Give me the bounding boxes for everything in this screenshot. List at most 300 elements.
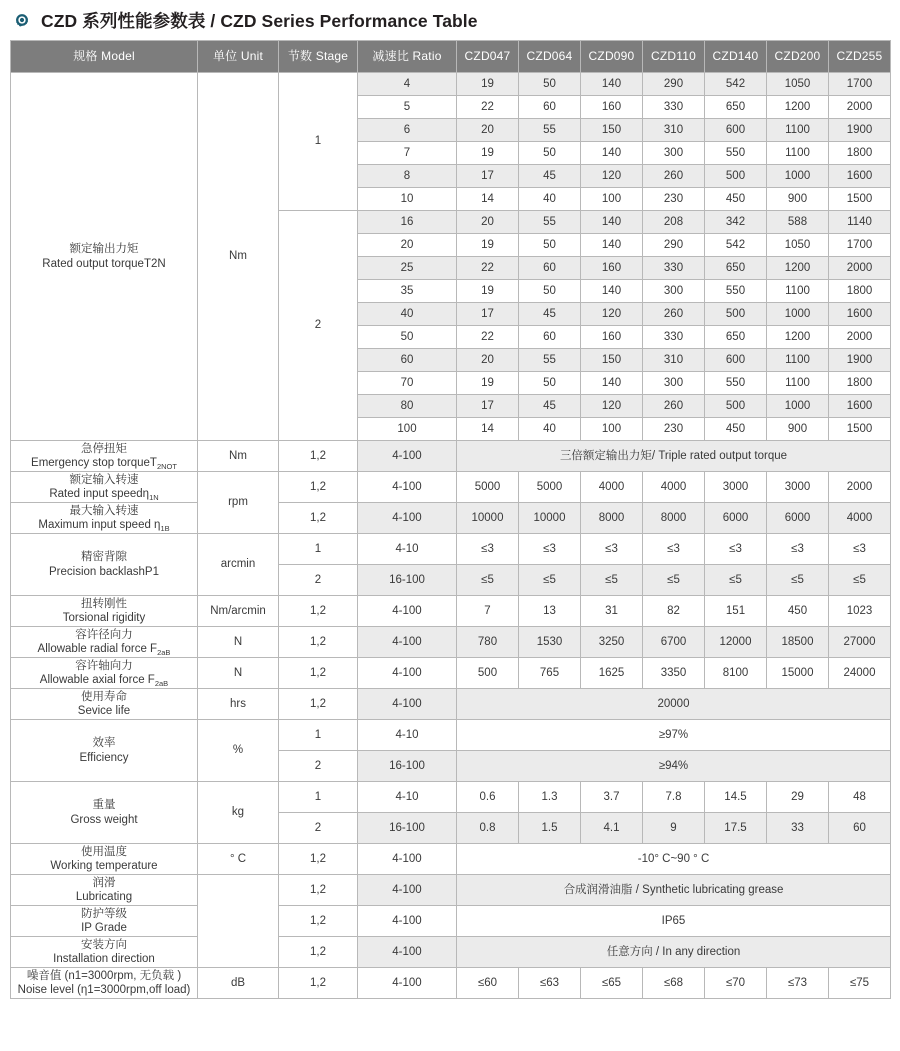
cell-czd255: 1800 <box>829 280 891 303</box>
cell-czd064: 55 <box>519 211 581 234</box>
row-unit: Nm <box>198 441 279 472</box>
row-ratio: 4-100 <box>358 844 457 875</box>
cell-czd090: 120 <box>581 165 643 188</box>
cell-czd090: 3250 <box>581 627 643 658</box>
row-label-subscript: 2aB <box>154 678 169 688</box>
row-label-cn: 急停扭矩 <box>81 442 127 455</box>
row-label-cn: 额定输出力矩 <box>69 243 139 256</box>
table-header-row <box>11 41 891 73</box>
row-ratio: 4-100 <box>358 689 457 720</box>
cell-czd047: 20 <box>457 119 519 142</box>
row-unit: dB <box>198 968 279 999</box>
cell-czd090: 3.7 <box>581 782 643 813</box>
cell-czd140: 14.5 <box>705 782 767 813</box>
row-label-subscript: 2NOT <box>156 461 177 471</box>
row-label-service-life <box>11 689 198 720</box>
cell-czd047: ≤60 <box>457 968 519 999</box>
row-stage: 1,2 <box>279 503 358 534</box>
cell-czd090: 160 <box>581 96 643 119</box>
cell-czd140: 650 <box>705 96 767 119</box>
row-stage: 1 <box>279 534 358 565</box>
row-stage: 2 <box>279 751 358 782</box>
row-unit: arcmin <box>198 534 279 596</box>
row-label-working-temperature <box>11 844 198 875</box>
row-unit: Nm/arcmin <box>198 596 279 627</box>
cell-czd200: ≤5 <box>767 565 829 596</box>
cell-czd255: 2000 <box>829 96 891 119</box>
cell-czd140: 650 <box>705 257 767 280</box>
cell-czd200: 3000 <box>767 472 829 503</box>
cell-czd255: 1700 <box>829 73 891 96</box>
cell-czd255: 1900 <box>829 349 891 372</box>
cell-czd047: 500 <box>457 658 519 689</box>
cell-czd090: 120 <box>581 303 643 326</box>
row-ratio: 4-100 <box>358 937 457 968</box>
row-label-en: Precision backlashP1 <box>49 565 159 578</box>
cell-czd140: 500 <box>705 395 767 418</box>
table-row <box>11 689 891 720</box>
cell-czd064: 60 <box>519 326 581 349</box>
cell-czd255: 1800 <box>829 142 891 165</box>
cell-czd200: 1100 <box>767 372 829 395</box>
row-label-cn: 防护等级 <box>81 907 127 920</box>
row-label-maximum-input-speed <box>11 503 198 534</box>
cell-czd110: 300 <box>643 142 705 165</box>
row-span-value: -10° C~90 ° C <box>457 844 891 875</box>
row-stage: 1,2 <box>279 596 358 627</box>
cell-czd047: ≤5 <box>457 565 519 596</box>
cell-czd047: 0.6 <box>457 782 519 813</box>
cell-czd047: 10000 <box>457 503 519 534</box>
cell-czd064: 50 <box>519 280 581 303</box>
cell-czd090: 150 <box>581 119 643 142</box>
cell-czd200: 900 <box>767 418 829 441</box>
cell-czd064: 50 <box>519 73 581 96</box>
row-label-cn: 扭转刚性 <box>81 597 127 610</box>
cell-czd090: 4.1 <box>581 813 643 844</box>
cell-czd090: ≤65 <box>581 968 643 999</box>
cell-czd047: 17 <box>457 303 519 326</box>
cell-czd140: 500 <box>705 165 767 188</box>
row-ratio: 4 <box>358 73 457 96</box>
cell-czd090: 160 <box>581 257 643 280</box>
cell-czd090: 100 <box>581 418 643 441</box>
cell-czd255: 27000 <box>829 627 891 658</box>
row-stage: 1,2 <box>279 875 358 906</box>
row-label-gross-weight-stage1 <box>11 782 198 844</box>
row-ratio: 16 <box>358 211 457 234</box>
cell-czd110: 208 <box>643 211 705 234</box>
cell-czd090: 1625 <box>581 658 643 689</box>
cell-czd064: 60 <box>519 96 581 119</box>
row-ratio: 6 <box>358 119 457 142</box>
cell-czd064: 50 <box>519 142 581 165</box>
row-unit: N <box>198 658 279 689</box>
cell-czd064: 1.5 <box>519 813 581 844</box>
cell-czd140: 450 <box>705 418 767 441</box>
table-row <box>11 441 891 472</box>
cell-czd047: 19 <box>457 142 519 165</box>
cell-czd200: 29 <box>767 782 829 813</box>
cell-czd090: 150 <box>581 349 643 372</box>
cell-czd255: 1600 <box>829 395 891 418</box>
row-stage: 1 <box>279 720 358 751</box>
cell-czd255: 1700 <box>829 234 891 257</box>
row-ratio: 4-100 <box>358 658 457 689</box>
cell-czd255: ≤3 <box>829 534 891 565</box>
row-label-cn: 最大输入转速 <box>69 504 139 517</box>
cell-czd110: 4000 <box>643 472 705 503</box>
column-header-czd047: CZD047 <box>457 41 519 73</box>
row-stage: 1,2 <box>279 441 358 472</box>
cell-czd200: 1000 <box>767 395 829 418</box>
cell-czd200: 1100 <box>767 349 829 372</box>
cell-czd047: 20 <box>457 349 519 372</box>
cell-czd047: 14 <box>457 188 519 211</box>
row-unit: N <box>198 627 279 658</box>
cell-czd140: 17.5 <box>705 813 767 844</box>
cell-czd110: 330 <box>643 96 705 119</box>
row-label-en: Emergency stop torqueT$_{2NOT}$ <box>31 457 177 471</box>
row-ratio: 5 <box>358 96 457 119</box>
cell-czd090: ≤3 <box>581 534 643 565</box>
column-header-czd110: CZD110 <box>643 41 705 73</box>
cell-czd140: ≤70 <box>705 968 767 999</box>
row-stage: 1 <box>279 73 358 211</box>
cell-czd047: 19 <box>457 73 519 96</box>
cell-czd064: 10000 <box>519 503 581 534</box>
cell-czd140: 600 <box>705 119 767 142</box>
table-body <box>11 73 891 999</box>
cell-czd090: 140 <box>581 372 643 395</box>
cell-czd090: 140 <box>581 142 643 165</box>
table-row <box>11 627 891 658</box>
page-title: CZD 系列性能参数表 / CZD Series Performance Table <box>41 10 478 31</box>
cell-czd047: 22 <box>457 96 519 119</box>
cell-czd200: 1000 <box>767 165 829 188</box>
column-header-czd255: CZD255 <box>829 41 891 73</box>
row-label-en: Sevice life <box>77 705 131 717</box>
performance-table <box>10 40 891 999</box>
cell-czd255: ≤75 <box>829 968 891 999</box>
column-header-czd200: CZD200 <box>767 41 829 73</box>
cell-czd140: 542 <box>705 73 767 96</box>
table-row <box>11 73 891 96</box>
cell-czd047: 780 <box>457 627 519 658</box>
cell-czd110: 9 <box>643 813 705 844</box>
row-label-en: Noise level (η1=3000rpm,off load) <box>17 984 191 996</box>
row-span-value: IP65 <box>457 906 891 937</box>
row-label-en: Lubricating <box>75 891 133 903</box>
cell-czd140: 12000 <box>705 627 767 658</box>
row-span-value: ≥94% <box>457 751 891 782</box>
table-row <box>11 534 891 565</box>
cell-czd047: ≤3 <box>457 534 519 565</box>
table-row <box>11 906 891 937</box>
cell-czd255: 1500 <box>829 188 891 211</box>
cell-czd064: 765 <box>519 658 581 689</box>
cell-czd110: 8000 <box>643 503 705 534</box>
cell-czd110: ≤3 <box>643 534 705 565</box>
table-header <box>11 41 891 73</box>
column-header-unit: 单位 Unit <box>198 41 279 73</box>
row-stage: 1,2 <box>279 689 358 720</box>
row-ratio: 16-100 <box>358 565 457 596</box>
row-label-lubricating <box>11 875 198 906</box>
cell-czd200: 1100 <box>767 119 829 142</box>
cell-czd090: 100 <box>581 188 643 211</box>
row-label-efficiency-stage1 <box>11 720 198 782</box>
table-row <box>11 844 891 875</box>
cell-czd047: 17 <box>457 165 519 188</box>
cell-czd090: 120 <box>581 395 643 418</box>
cell-czd110: 230 <box>643 188 705 211</box>
row-ratio: 4-100 <box>358 968 457 999</box>
cell-czd140: 600 <box>705 349 767 372</box>
cell-czd200: 1200 <box>767 257 829 280</box>
table-row <box>11 968 891 999</box>
row-label-cn: 噪音值 (n1=3000rpm, 无负载 ) <box>26 969 182 982</box>
cell-czd064: 50 <box>519 234 581 257</box>
row-unit: % <box>198 720 279 782</box>
cell-czd255: 2000 <box>829 472 891 503</box>
cell-czd090: 140 <box>581 73 643 96</box>
row-label-installation-direction <box>11 937 198 968</box>
table-row <box>11 937 891 968</box>
column-header-ratio: 减速比 Ratio <box>358 41 457 73</box>
row-ratio: 4-100 <box>358 906 457 937</box>
cell-czd200: 1050 <box>767 234 829 257</box>
row-stage: 1,2 <box>279 906 358 937</box>
row-ratio: 40 <box>358 303 457 326</box>
row-label-cn: 润滑 <box>92 876 116 889</box>
cell-czd140: 550 <box>705 142 767 165</box>
cell-czd110: ≤5 <box>643 565 705 596</box>
cell-czd255: 1500 <box>829 418 891 441</box>
cell-czd110: 330 <box>643 257 705 280</box>
column-header-model: 规格 Model <box>11 41 198 73</box>
row-label-cn: 精密背隙 <box>81 551 127 564</box>
row-label-cn: 使用温度 <box>81 845 127 858</box>
cell-czd064: 55 <box>519 349 581 372</box>
row-label-en: Rated output torqueT2N <box>42 257 166 270</box>
row-ratio: 35 <box>358 280 457 303</box>
cell-czd064: ≤3 <box>519 534 581 565</box>
table-row <box>11 503 891 534</box>
cell-czd140: 450 <box>705 188 767 211</box>
cell-czd200: 1100 <box>767 142 829 165</box>
row-ratio: 16-100 <box>358 813 457 844</box>
row-stage: 1,2 <box>279 968 358 999</box>
row-label-en: IP Grade <box>81 922 127 934</box>
cell-czd255: 60 <box>829 813 891 844</box>
cell-czd047: 20 <box>457 211 519 234</box>
row-stage: 1,2 <box>279 658 358 689</box>
cell-czd064: 1530 <box>519 627 581 658</box>
cell-czd200: ≤3 <box>767 534 829 565</box>
row-stage: 2 <box>279 813 358 844</box>
cell-czd140: 151 <box>705 596 767 627</box>
cell-czd110: 260 <box>643 303 705 326</box>
row-label-subscript: 1N <box>149 492 159 502</box>
row-ratio: 10 <box>358 188 457 211</box>
row-label-en: Maximum input speed $\eta_{1B}$ <box>38 519 170 533</box>
row-label-en: Allowable axial force $F_{2aB}$ <box>39 674 169 688</box>
cell-czd255: 1800 <box>829 372 891 395</box>
row-ratio: 70 <box>358 372 457 395</box>
row-span-value: 20000 <box>457 689 891 720</box>
cell-czd140: 650 <box>705 326 767 349</box>
cell-czd140: 500 <box>705 303 767 326</box>
row-label-cn: 效率 <box>92 737 116 750</box>
row-ratio: 25 <box>358 257 457 280</box>
cell-czd110: 310 <box>643 349 705 372</box>
cell-czd200: 1200 <box>767 96 829 119</box>
row-label-allowable-axial-force <box>11 658 198 689</box>
cell-czd110: 330 <box>643 326 705 349</box>
row-label-cn: 使用寿命 <box>81 690 127 703</box>
cell-czd200: 33 <box>767 813 829 844</box>
cell-czd064: 45 <box>519 165 581 188</box>
row-label-cn: 额定输入转速 <box>69 473 139 486</box>
cell-czd110: ≤68 <box>643 968 705 999</box>
row-stage: 1,2 <box>279 472 358 503</box>
cell-czd255: 1600 <box>829 303 891 326</box>
row-ratio: 16-100 <box>358 751 457 782</box>
cell-czd200: 1050 <box>767 73 829 96</box>
row-label-cn: 容许轴向力 <box>75 659 133 672</box>
row-label-rated-input-speed <box>11 472 198 503</box>
cell-czd090: 4000 <box>581 472 643 503</box>
cell-czd140: 6000 <box>705 503 767 534</box>
row-ratio: 60 <box>358 349 457 372</box>
cell-czd110: 82 <box>643 596 705 627</box>
row-ratio: 4-100 <box>358 596 457 627</box>
row-ratio: 7 <box>358 142 457 165</box>
cell-czd255: 2000 <box>829 326 891 349</box>
table-row <box>11 472 891 503</box>
cell-czd200: 1200 <box>767 326 829 349</box>
cell-czd064: 5000 <box>519 472 581 503</box>
row-ratio: 4-10 <box>358 720 457 751</box>
row-unit: kg <box>198 782 279 844</box>
row-unit: hrs <box>198 689 279 720</box>
row-stage: 1,2 <box>279 937 358 968</box>
row-label-subscript: 1B <box>160 523 170 533</box>
cell-czd047: 19 <box>457 234 519 257</box>
cell-czd064: 45 <box>519 395 581 418</box>
cell-czd255: 1600 <box>829 165 891 188</box>
cell-czd140: ≤3 <box>705 534 767 565</box>
cell-czd064: 13 <box>519 596 581 627</box>
row-ratio: 4-10 <box>358 534 457 565</box>
cell-czd140: 550 <box>705 280 767 303</box>
row-unit <box>198 875 279 968</box>
table-row <box>11 875 891 906</box>
cell-czd200: ≤73 <box>767 968 829 999</box>
cell-czd064: ≤5 <box>519 565 581 596</box>
row-stage: 2 <box>279 211 358 441</box>
row-label-allowable-radial-force <box>11 627 198 658</box>
cell-czd255: 24000 <box>829 658 891 689</box>
cell-czd200: 450 <box>767 596 829 627</box>
row-label-en: Allowable radial force $F_{2aB}$ <box>37 643 171 657</box>
cell-czd047: 5000 <box>457 472 519 503</box>
row-span-value: 三倍额定输出力矩/ Triple rated output torque <box>457 441 891 472</box>
row-label-en: Working temperature <box>50 860 158 872</box>
cell-czd064: 40 <box>519 418 581 441</box>
row-label-en: Gross weight <box>70 813 138 826</box>
cell-czd110: 300 <box>643 372 705 395</box>
cell-czd047: 19 <box>457 280 519 303</box>
cell-czd064: ≤63 <box>519 968 581 999</box>
row-ratio: 4-100 <box>358 503 457 534</box>
row-ratio: 4-100 <box>358 627 457 658</box>
cell-czd110: 6700 <box>643 627 705 658</box>
cell-czd064: 60 <box>519 257 581 280</box>
table-row <box>11 782 891 813</box>
cell-czd140: ≤5 <box>705 565 767 596</box>
row-unit: rpm <box>198 472 279 534</box>
cell-czd200: 1000 <box>767 303 829 326</box>
cell-czd047: 14 <box>457 418 519 441</box>
cell-czd255: ≤5 <box>829 565 891 596</box>
row-ratio: 80 <box>358 395 457 418</box>
row-unit: ° C <box>198 844 279 875</box>
cell-czd047: 17 <box>457 395 519 418</box>
cell-czd090: 31 <box>581 596 643 627</box>
row-label-subscript: 2aB <box>157 647 171 657</box>
cell-czd110: 290 <box>643 73 705 96</box>
cell-czd110: 310 <box>643 119 705 142</box>
cell-czd090: ≤5 <box>581 565 643 596</box>
cell-czd064: 55 <box>519 119 581 142</box>
cell-czd200: 1100 <box>767 280 829 303</box>
cell-czd255: 1900 <box>829 119 891 142</box>
row-ratio: 8 <box>358 165 457 188</box>
cell-czd140: 3000 <box>705 472 767 503</box>
cell-czd255: 1140 <box>829 211 891 234</box>
cell-czd200: 6000 <box>767 503 829 534</box>
cell-czd064: 45 <box>519 303 581 326</box>
table-row <box>11 596 891 627</box>
row-ratio: 4-100 <box>358 875 457 906</box>
cell-czd255: 48 <box>829 782 891 813</box>
row-label-cn: 容许径向力 <box>75 628 133 641</box>
row-span-value: 任意方向 / In any direction <box>457 937 891 968</box>
row-ratio: 20 <box>358 234 457 257</box>
row-label-en: Efficiency <box>79 751 129 764</box>
column-header-czd064: CZD064 <box>519 41 581 73</box>
cell-czd255: 4000 <box>829 503 891 534</box>
cell-czd110: 290 <box>643 234 705 257</box>
cell-czd090: 8000 <box>581 503 643 534</box>
cell-czd064: 40 <box>519 188 581 211</box>
row-ratio: 4-100 <box>358 441 457 472</box>
cell-czd110: 260 <box>643 165 705 188</box>
cell-czd047: 22 <box>457 257 519 280</box>
row-label-cn: 重量 <box>92 799 116 812</box>
row-ratio: 4-100 <box>358 472 457 503</box>
cell-czd047: 0.8 <box>457 813 519 844</box>
cell-czd047: 7 <box>457 596 519 627</box>
cell-czd064: 1.3 <box>519 782 581 813</box>
column-header-stage: 节数 Stage <box>279 41 358 73</box>
row-label-rated-output-torque <box>11 73 198 441</box>
cell-czd110: 260 <box>643 395 705 418</box>
row-ratio: 100 <box>358 418 457 441</box>
row-ratio: 4-10 <box>358 782 457 813</box>
